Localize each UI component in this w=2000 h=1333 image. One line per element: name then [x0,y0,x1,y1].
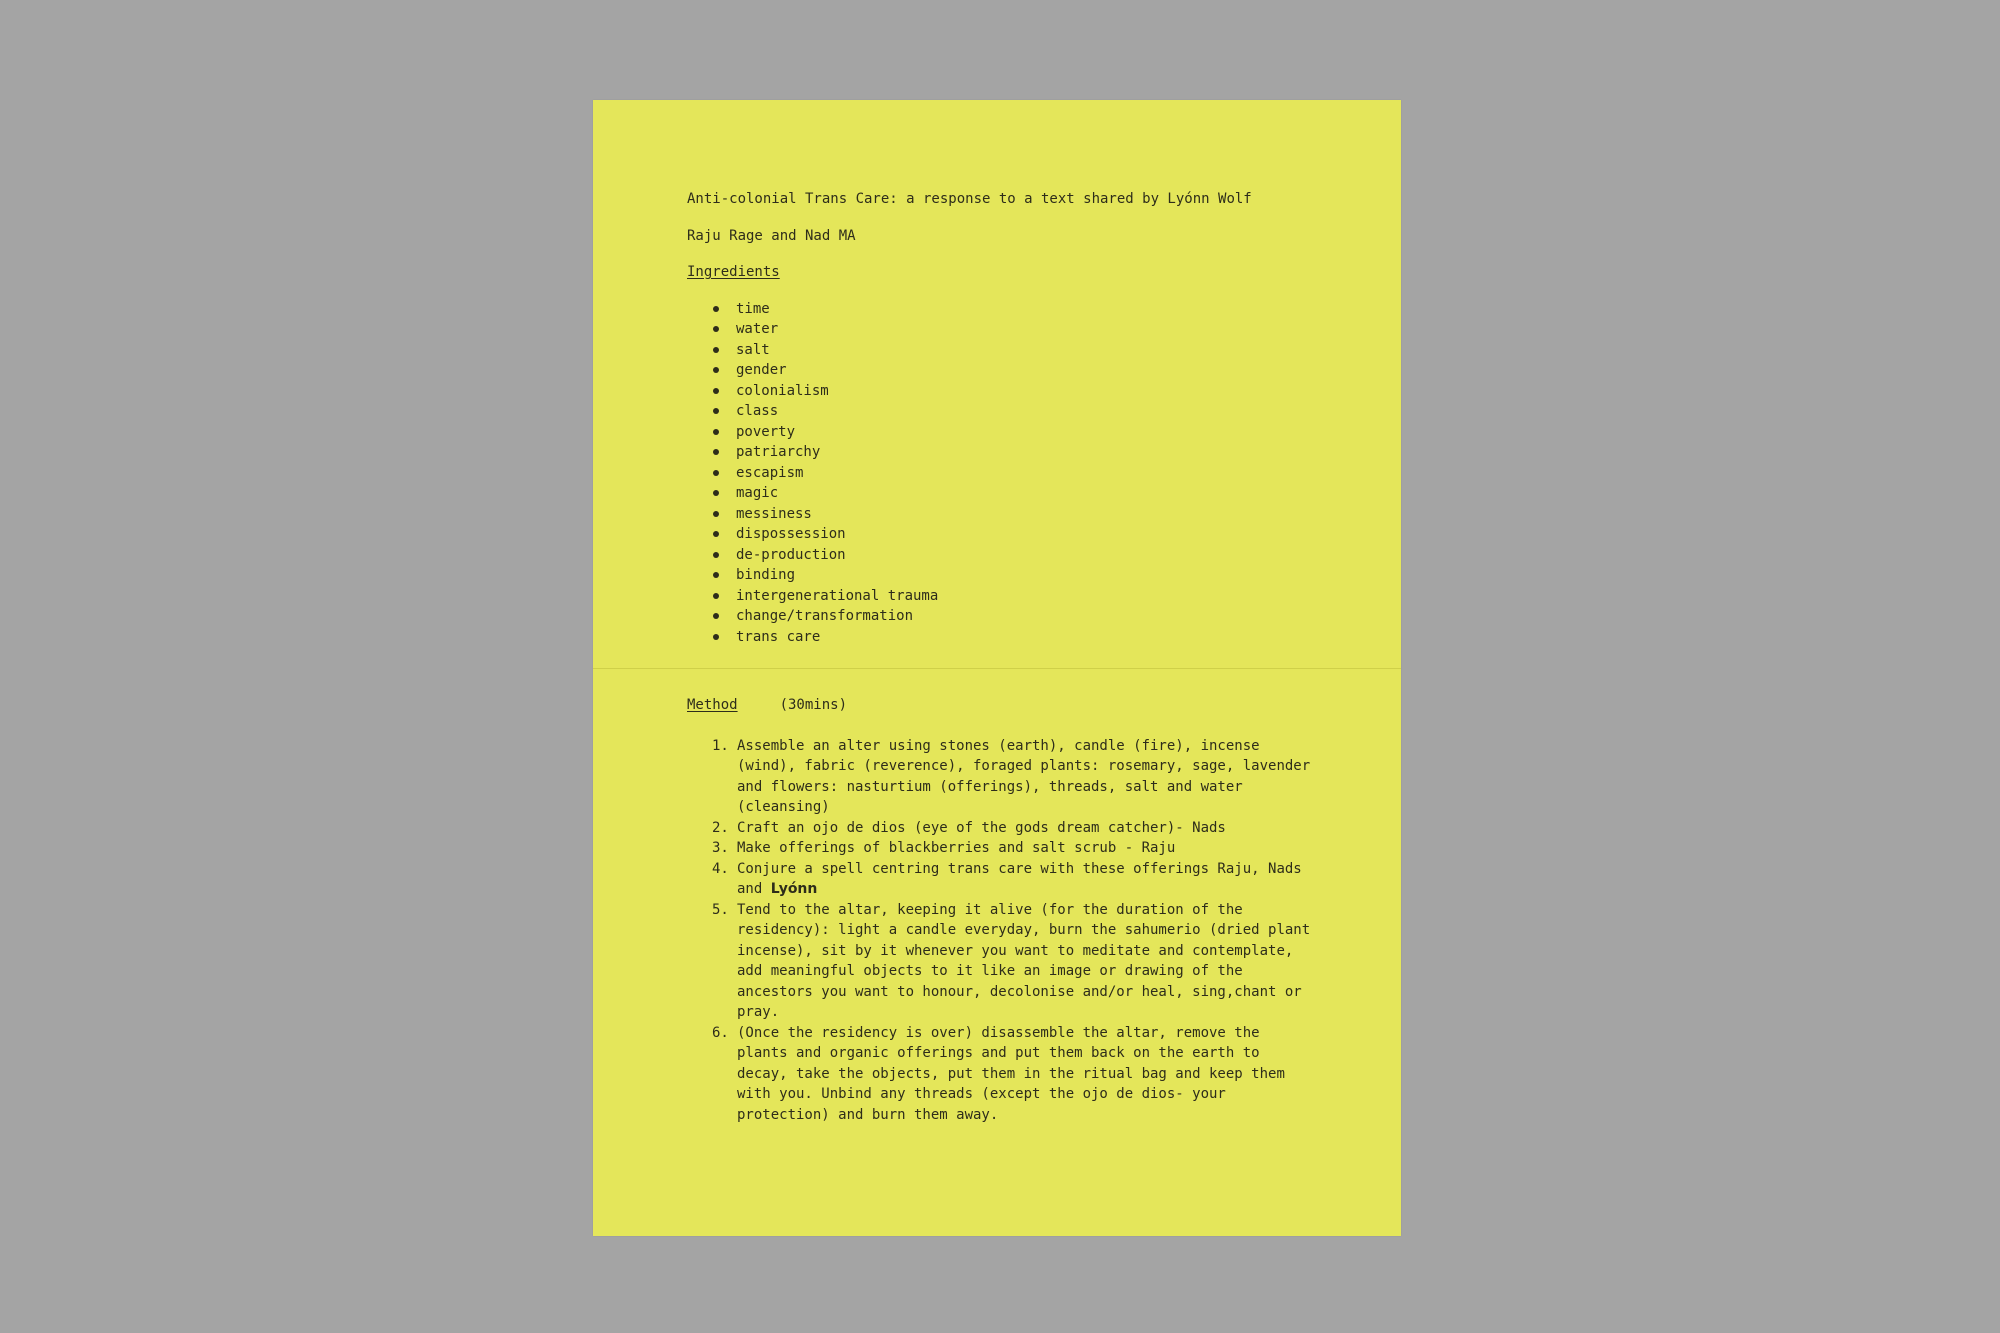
method-step [712,818,1317,839]
step-text: Make offerings of blackberries and salt scrub - Raju [737,840,1176,856]
step-text: Assemble an alter using stones (earth), candle (fire), incense (wind), fabric (reverence), foraged plants: rosemary, sage, lavender and flowers: nasturtium (offerings), threads, salt and water (cleansing) [737,737,1311,815]
step-text: (Once the residency is over) disassemble the altar, remove the plants and organic offerings and put them back on the earth to decay, take the objects, put them in the ritual bag and keep them with you. Unbind any threads (except the ojo de dios- your protection) and burn them away. [737,1024,1285,1123]
ingredient-item: patriarchy [712,442,1327,463]
method-line [687,695,1327,716]
ingredients-list [687,299,1327,648]
method-duration: (30mins) [779,697,848,713]
ingredient-item: trans care [712,627,1327,648]
method-step [712,859,1317,900]
ingredient-item: messiness [712,504,1327,525]
ingredient-item: time [712,299,1327,320]
ingredient-item: salt [712,340,1327,361]
step-text: Craft an ojo de dios (eye of the gods dream catcher)- Nads [737,819,1226,836]
ingredient-item: intergenerational trauma [712,586,1327,607]
step-bold-name: Lyónn [770,881,818,897]
step-number: 3. [712,840,729,856]
ingredient-item: binding [712,565,1327,586]
ingredient-item: change/transformation [712,606,1327,627]
step-number: 6. [712,1024,729,1041]
document-content [687,189,1327,1125]
step-number: 5. [712,901,729,918]
ingredient-item: gender [712,360,1327,381]
step-number: 2. [712,819,729,836]
ingredient-item: magic [712,483,1327,504]
ingredient-item: dispossession [712,524,1327,545]
document-title: Anti-colonial Trans Care: a response to a text shared by Lyónn Wolf [687,191,1252,207]
step-number: 4. [712,860,729,877]
method-step [712,736,1317,818]
ingredient-item: poverty [712,422,1327,443]
document-authors: Raju Rage and Nad MA [687,227,856,244]
step-text: Tend to the altar, keeping it alive (for the duration of the residency): light a candle everyday, burn the sahumerio (dried plant incense), sit by it whenever you want to meditate and contemplate, add meaningful objects to it like an image or drawing of the ancestors you want to honour, decolonise and/or heal, sing,chant or pray. [737,901,1311,1020]
step-number: 1. [712,737,729,754]
method-step [712,1023,1317,1126]
ingredient-item: water [712,319,1327,340]
step-text: Conjure a spell centring trans care with these offerings Raju, Nads and [737,860,1302,897]
method-steps-list [687,736,1327,1126]
ingredients-heading: Ingredients [687,264,780,280]
ingredient-item: colonialism [712,381,1327,402]
ingredient-item: escapism [712,463,1327,484]
ingredient-item: de-production [712,545,1327,566]
method-step [712,900,1317,1023]
method-step [712,838,1317,859]
ingredient-item: class [712,401,1327,422]
method-heading: Method [687,697,738,713]
paper-sheet [593,100,1401,1236]
